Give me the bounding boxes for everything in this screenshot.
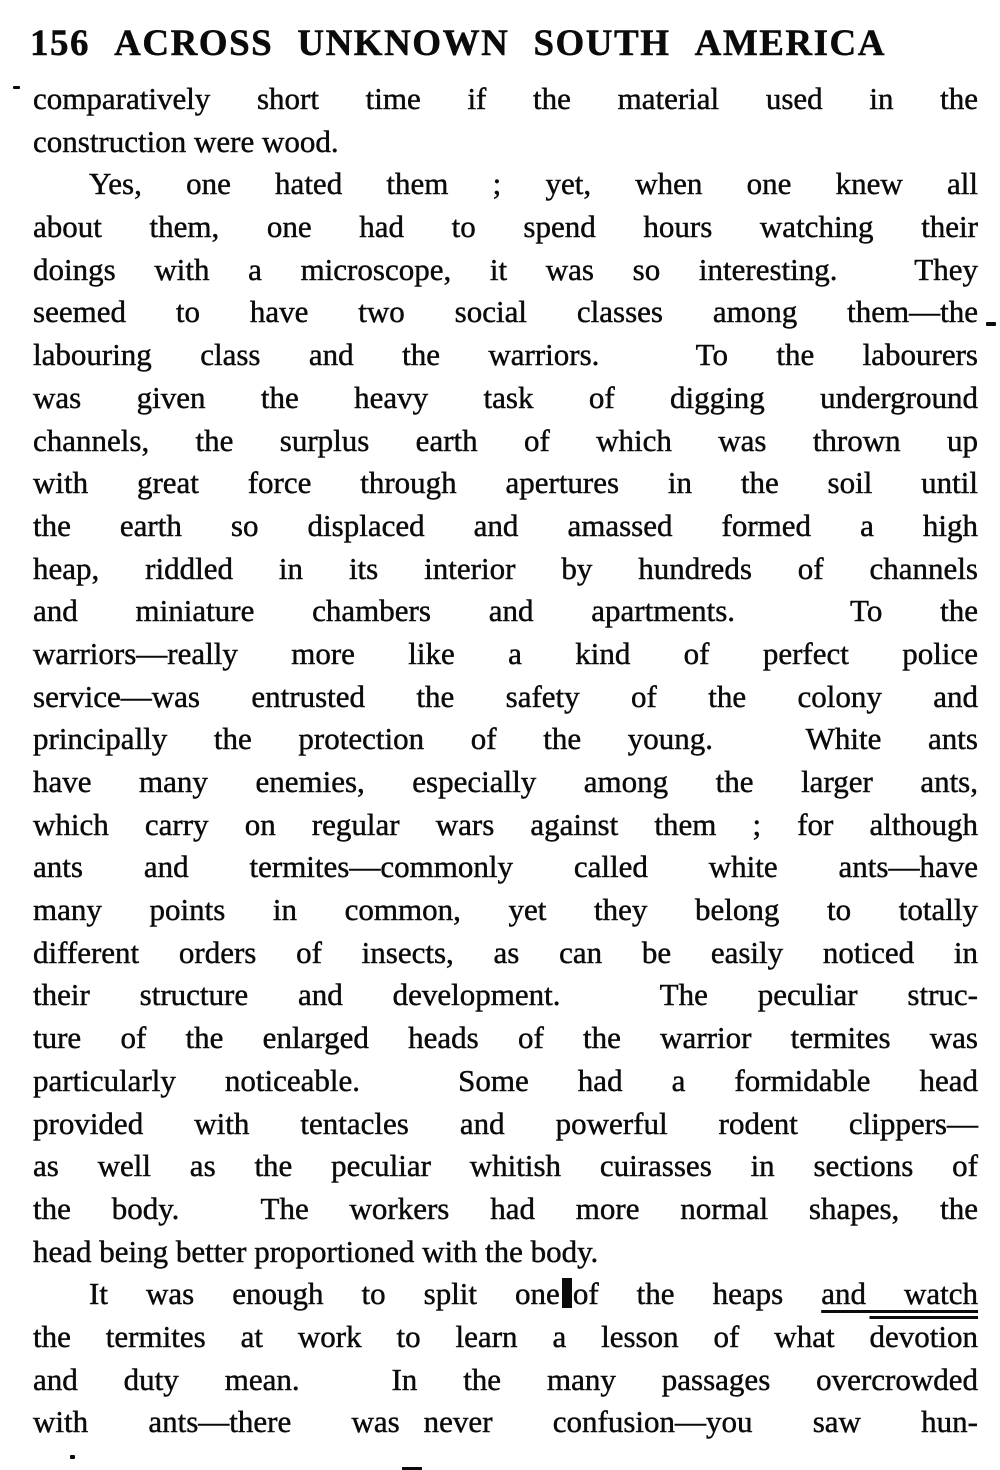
text-line: as well as the peculiar whitish cuirasses in sections of — [33, 1148, 978, 1184]
text-line: ture of the enlarged heads of the warrior termites was — [33, 1020, 978, 1056]
stray-dash-right-margin — [986, 322, 996, 326]
page-number: 156 — [30, 23, 90, 64]
text-line: comparatively short time if the material used in the — [33, 81, 978, 116]
stray-dash-left-margin — [13, 86, 20, 89]
text-line: many points in common, yet they belong to totally — [33, 892, 978, 928]
text-line: Yes, one hated them ; yet, when one knew all — [89, 166, 978, 202]
text-line: heap, riddled in its interior by hundreds of channels — [33, 550, 978, 586]
text-line: was given the heavy task of digging underground — [33, 379, 978, 415]
text-line: channels, the surplus earth of which was thrown up — [33, 422, 978, 458]
running-title-word: AMERICA — [694, 23, 886, 64]
text-line: ants and termites—commonly called white ants—have — [33, 849, 978, 885]
text-line: doings with a microscope, it was so interesting. They — [33, 251, 978, 287]
text-line: labouring class and the warriors. To the labourers — [33, 337, 978, 373]
running-title-word: UNKNOWN — [297, 23, 510, 64]
text-line: about them, one had to spend hours watching their — [33, 209, 978, 245]
text-line: with great force through apertures in the soil until — [33, 465, 978, 501]
text-line: their structure and development. The peculiar struc- — [33, 977, 978, 1013]
underlined-text: and watch — [821, 1276, 979, 1312]
text-line: provided with tentacles and powerful rodent clippers— — [33, 1105, 978, 1141]
text-line: principally the protection of the young. White ants — [33, 721, 978, 757]
text-line: It was enough to split one of the heaps and watch — [89, 1276, 979, 1312]
text-line: different orders of insects, as can be easily noticed in — [33, 934, 978, 970]
running-title-word: SOUTH — [533, 23, 671, 64]
text-line: particularly noticeable. Some had a formidable head — [33, 1062, 978, 1098]
stray-dot-bottom-left — [70, 1455, 75, 1459]
text-line: which carry on regular wars against them ; for although — [33, 806, 978, 842]
text-line: warriors—really more like a kind of perfect police — [33, 635, 978, 671]
text-line: with ants—there was never confusion—you saw hun- — [33, 1404, 978, 1440]
text-line: and duty mean. In the many passages overcrowded — [33, 1361, 978, 1397]
text-line: head being better proportioned with the body. — [33, 1233, 599, 1269]
text-line: seemed to have two social classes among them—the — [33, 294, 978, 330]
text-line: the termites at work to learn a lesson of what devotion — [33, 1318, 978, 1354]
text-line: construction were wood. — [33, 123, 339, 159]
text-line: the body. The workers had more normal shapes, the — [33, 1190, 978, 1226]
body-text — [33, 78, 978, 1444]
text-line: the earth so displaced and amassed formed a high — [33, 507, 978, 543]
ink-blot-artifact — [562, 1278, 572, 1308]
text-line: and miniature chambers and apartments. To the — [33, 593, 978, 629]
text-line: service—was entrusted the safety of the colony and — [33, 678, 978, 714]
overlined-text: devotion — [869, 1318, 978, 1354]
text-line: have many enemies, especially among the larger ants, — [33, 764, 978, 799]
running-header — [30, 22, 886, 65]
running-title-word: ACROSS — [114, 23, 274, 64]
